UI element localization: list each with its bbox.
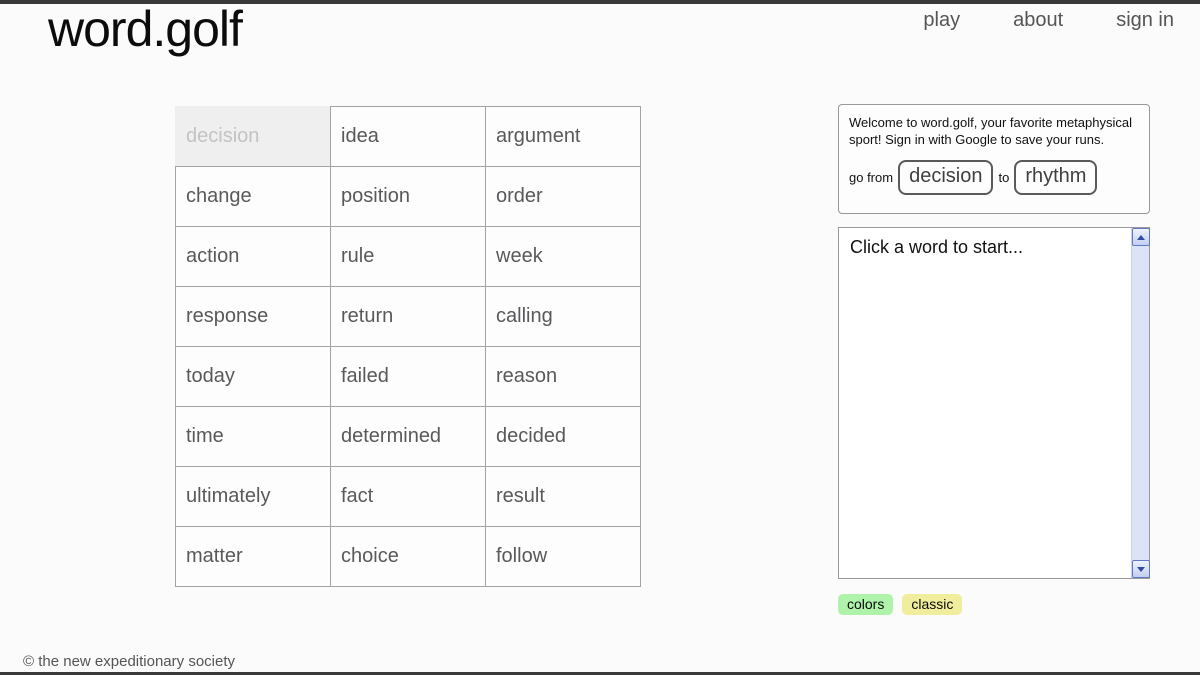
word-cell-position[interactable]: position xyxy=(330,166,486,227)
word-cell-rule[interactable]: rule xyxy=(330,226,486,287)
mode-badges xyxy=(838,594,1150,615)
word-grid-row xyxy=(175,346,641,407)
goal-line xyxy=(849,160,1139,194)
word-cell-time[interactable]: time xyxy=(175,406,331,467)
scroll-up-arrow-icon xyxy=(1137,235,1145,240)
word-cell-today[interactable]: today xyxy=(175,346,331,407)
go-from-label: go from xyxy=(849,169,894,185)
word-cell-argument[interactable]: argument xyxy=(485,106,641,167)
word-cell-determined[interactable]: determined xyxy=(330,406,486,467)
word-cell-fact[interactable]: fact xyxy=(330,466,486,527)
scrollbar[interactable] xyxy=(1131,228,1149,578)
word-cell-choice[interactable]: choice xyxy=(330,526,486,587)
word-cell-decision-used: decision xyxy=(175,106,331,167)
word-cell-follow[interactable]: follow xyxy=(485,526,641,587)
scroll-up-button[interactable] xyxy=(1132,228,1150,246)
word-cell-failed[interactable]: failed xyxy=(330,346,486,407)
nav-link-sign-in[interactable]: sign in xyxy=(1116,9,1174,31)
target-word-pill: rhythm xyxy=(1014,160,1097,194)
start-word-pill: decision xyxy=(898,160,993,194)
word-grid-row xyxy=(175,106,641,167)
footer-copyright: © the new expeditionary society xyxy=(23,653,235,670)
word-cell-return[interactable]: return xyxy=(330,286,486,347)
word-cell-ultimately[interactable]: ultimately xyxy=(175,466,331,527)
word-cell-response[interactable]: response xyxy=(175,286,331,347)
main-nav xyxy=(923,9,1174,32)
word-cell-matter[interactable]: matter xyxy=(175,526,331,587)
word-cell-idea[interactable]: idea xyxy=(330,106,486,167)
run-log-box xyxy=(838,227,1150,579)
word-cell-reason[interactable]: reason xyxy=(485,346,641,407)
nav-link-play[interactable]: play xyxy=(923,9,961,31)
side-panel xyxy=(838,104,1150,615)
word-cell-decided[interactable]: decided xyxy=(485,406,641,467)
welcome-box xyxy=(838,104,1150,214)
word-cell-action[interactable]: action xyxy=(175,226,331,287)
word-grid-row xyxy=(175,226,641,287)
nav-link-about[interactable]: about xyxy=(1013,9,1064,31)
word-grid-row xyxy=(175,286,641,347)
site-logo: word.golf xyxy=(48,1,242,57)
badge-colors[interactable]: colors xyxy=(838,594,893,615)
scroll-down-button[interactable] xyxy=(1132,560,1150,578)
word-cell-week[interactable]: week xyxy=(485,226,641,287)
to-label: to xyxy=(998,169,1010,185)
word-cell-order[interactable]: order xyxy=(485,166,641,227)
welcome-text: Welcome to word.golf, your favorite metaphysical sport! Sign in with Google to save your runs. xyxy=(849,115,1132,148)
word-cell-calling[interactable]: calling xyxy=(485,286,641,347)
word-grid-row xyxy=(175,166,641,227)
badge-classic[interactable]: classic xyxy=(902,594,962,615)
word-grid-row xyxy=(175,466,641,527)
word-grid xyxy=(175,106,641,587)
word-cell-change[interactable]: change xyxy=(175,166,331,227)
scroll-down-arrow-icon xyxy=(1137,567,1145,572)
run-log-text: Click a word to start... xyxy=(850,237,1024,257)
word-cell-result[interactable]: result xyxy=(485,466,641,527)
word-grid-row xyxy=(175,406,641,467)
word-grid-row xyxy=(175,526,641,587)
